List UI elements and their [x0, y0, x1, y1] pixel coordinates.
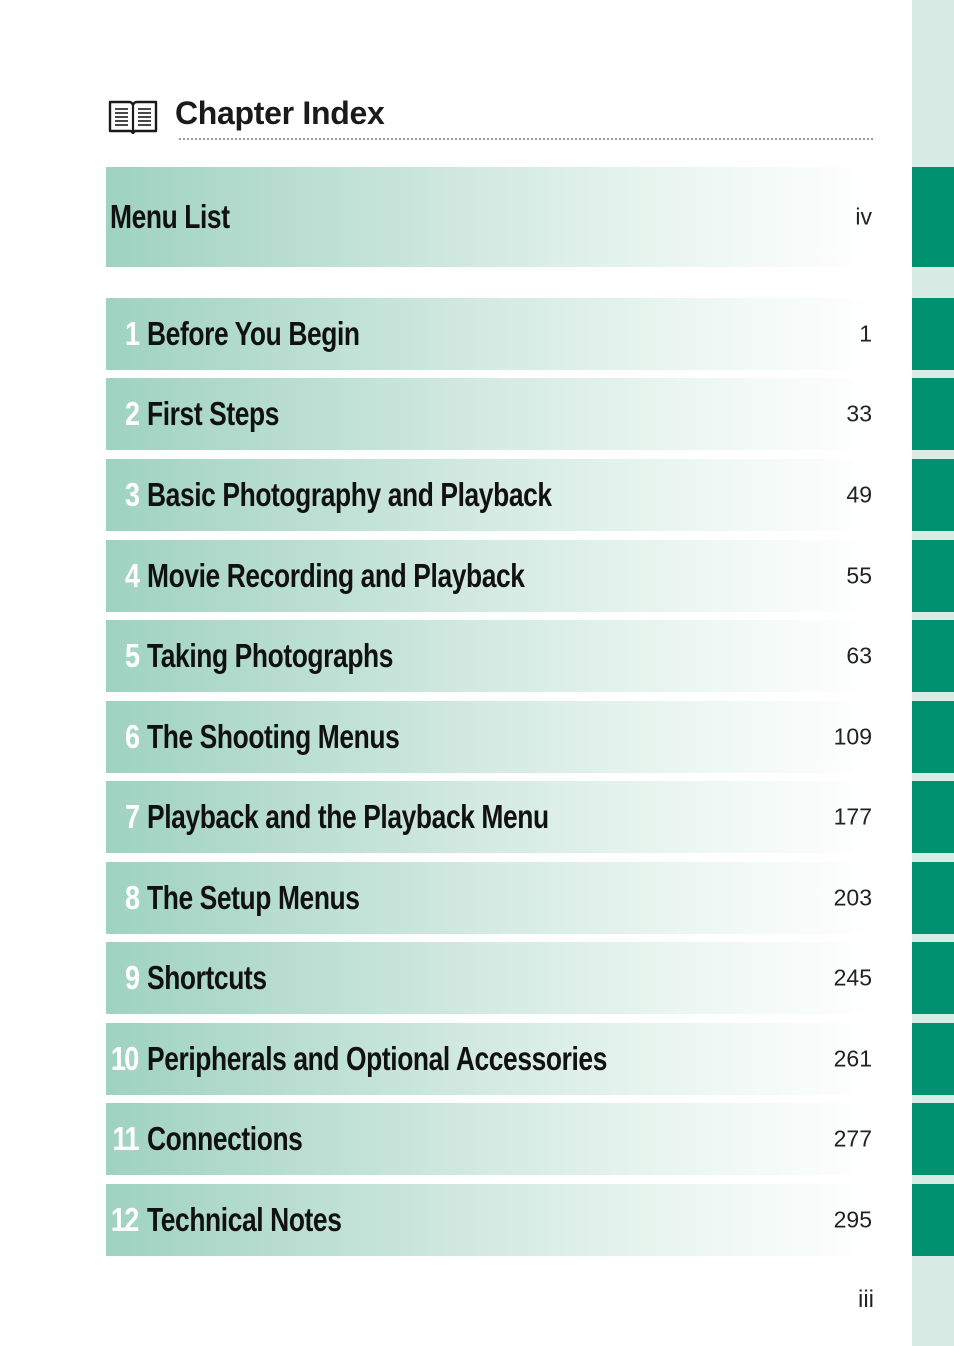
- chapter-title: First Steps: [147, 395, 280, 432]
- side-tab-chapter-2[interactable]: [912, 378, 954, 450]
- chapter-row-10[interactable]: [106, 1023, 874, 1095]
- chapter-title: Taking Photographs: [147, 637, 394, 674]
- chapter-title: Movie Recording and Playback: [147, 557, 525, 594]
- chapter-row-5[interactable]: [106, 620, 874, 692]
- side-tab-chapter-12[interactable]: [912, 1184, 954, 1256]
- side-tab-chapter-3[interactable]: [912, 459, 954, 531]
- footer-page-number: iii: [858, 1286, 874, 1313]
- chapter-number: 6: [124, 718, 138, 755]
- chapter-title: Basic Photography and Playback: [147, 476, 552, 513]
- chapter-number: 3: [124, 476, 138, 513]
- chapter-number: 1: [124, 315, 138, 352]
- chapter-title: Technical Notes: [147, 1201, 342, 1238]
- chapter-page: 277: [833, 1125, 872, 1152]
- chapter-title: Before You Begin: [147, 315, 360, 352]
- chapter-page: 261: [833, 1045, 872, 1072]
- chapter-row-8[interactable]: [106, 862, 874, 934]
- chapter-index-header: [107, 92, 873, 142]
- chapter-page: 245: [833, 964, 872, 991]
- chapter-row-12[interactable]: [106, 1184, 874, 1256]
- chapter-row-6[interactable]: [106, 701, 874, 773]
- chapter-row-4[interactable]: [106, 540, 874, 612]
- chapter-row-7[interactable]: [106, 781, 874, 853]
- chapter-number: 7: [124, 798, 138, 835]
- chapter-number: 4: [124, 557, 138, 594]
- chapter-page: 177: [833, 803, 872, 830]
- chapter-page: 33: [846, 400, 872, 427]
- menu-list-row[interactable]: [106, 167, 874, 267]
- chapter-number: 9: [124, 959, 138, 996]
- chapter-number: 11: [112, 1120, 138, 1157]
- side-tab-chapter-9[interactable]: [912, 942, 954, 1014]
- side-tab-chapter-11[interactable]: [912, 1103, 954, 1175]
- side-tab-chapter-5[interactable]: [912, 620, 954, 692]
- page-title: Chapter Index: [175, 95, 385, 131]
- chapter-number: 10: [111, 1040, 138, 1077]
- chapter-row-2[interactable]: [106, 378, 874, 450]
- chapter-page: 203: [833, 884, 872, 911]
- chapter-number: 12: [111, 1201, 138, 1238]
- side-tab-chapter-7[interactable]: [912, 781, 954, 853]
- side-tab-chapter-10[interactable]: [912, 1023, 954, 1095]
- chapter-row-3[interactable]: [106, 459, 874, 531]
- side-tab-chapter-4[interactable]: [912, 540, 954, 612]
- chapter-page: 295: [833, 1206, 872, 1233]
- chapter-title: Peripherals and Optional Accessories: [147, 1040, 608, 1077]
- chapter-title: The Shooting Menus: [147, 718, 400, 755]
- chapter-title: Shortcuts: [147, 959, 267, 996]
- chapter-page: 109: [833, 723, 872, 750]
- chapter-page: 63: [846, 642, 872, 669]
- side-tab-chapter-8[interactable]: [912, 862, 954, 934]
- header-dotted-rule: [179, 138, 873, 140]
- side-tab-menu-list[interactable]: [912, 167, 954, 267]
- chapter-number: 2: [124, 395, 138, 432]
- menu-list-page: iv: [855, 203, 872, 230]
- menu-list-title: Menu List: [110, 198, 230, 235]
- chapter-row-1[interactable]: [106, 298, 874, 370]
- chapter-number: 5: [124, 637, 138, 674]
- side-tab-chapter-6[interactable]: [912, 701, 954, 773]
- chapter-row-9[interactable]: [106, 942, 874, 1014]
- chapter-number: 8: [124, 879, 138, 916]
- chapter-title: Connections: [147, 1120, 303, 1157]
- chapter-page: 1: [859, 320, 872, 347]
- chapter-page: 55: [846, 562, 872, 589]
- book-icon: [107, 98, 159, 134]
- chapter-page: 49: [846, 481, 872, 508]
- chapter-row-11[interactable]: [106, 1103, 874, 1175]
- side-tab-chapter-1[interactable]: [912, 298, 954, 370]
- chapter-title: Playback and the Playback Menu: [147, 798, 549, 835]
- chapter-title: The Setup Menus: [147, 879, 360, 916]
